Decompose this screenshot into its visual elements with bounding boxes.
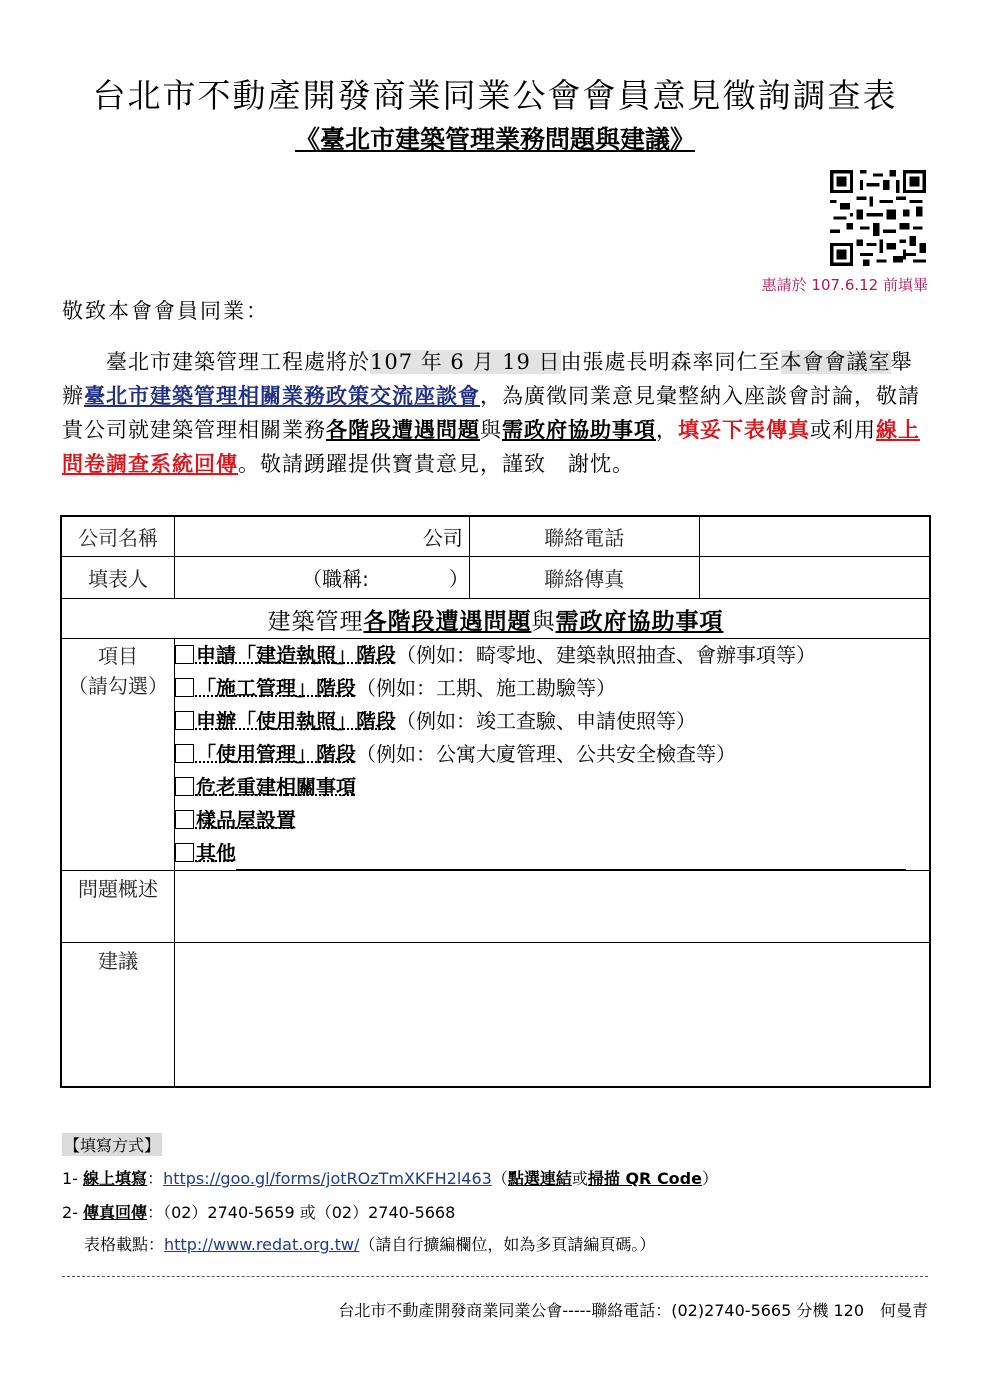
online-colon: ： bbox=[147, 1169, 164, 1188]
deadline-note: 惠請於 107.6.12 前填畢 bbox=[761, 276, 928, 294]
suggestion-label: 建議 bbox=[61, 942, 174, 1087]
howto-num-2: 2- bbox=[62, 1203, 84, 1222]
scan-qr-text: 掃描 QR Code bbox=[587, 1169, 702, 1188]
or-text: 或 bbox=[571, 1169, 588, 1188]
item-title: 危老重建相關事項 bbox=[195, 774, 356, 799]
download-note: （請自行擴編欄位，如為多頁請編頁碼。） bbox=[359, 1235, 656, 1254]
emphasis-assistance: 需政府協助事項 bbox=[502, 417, 656, 442]
intro-text-7: 或利用 bbox=[810, 418, 876, 442]
meeting-date: 107 年 6 月 19 日 bbox=[370, 350, 561, 374]
intro-text-2: 由張處長明森率同仁至 bbox=[560, 350, 781, 374]
intro-text-5: 與 bbox=[480, 418, 502, 442]
howto-online bbox=[62, 1166, 718, 1189]
item-row[interactable] bbox=[175, 837, 929, 870]
fax-instruction: 填妥下表傳真 bbox=[678, 417, 810, 442]
item-title: 「施工管理」階段 bbox=[195, 675, 356, 700]
section-emph-assistance: 需政府協助事項 bbox=[555, 607, 724, 635]
emphasis-problems: 各階段遭遇問題 bbox=[326, 417, 480, 442]
suggestion-field[interactable] bbox=[174, 942, 930, 1087]
howto-download bbox=[84, 1232, 655, 1255]
intro-text-4: ，為廣徵同業意見彙整納入座談會討論，敬請 貴公司就建築管理相關業務 bbox=[62, 384, 942, 442]
download-label: 表格載點： bbox=[84, 1235, 165, 1254]
page-subtitle bbox=[0, 120, 990, 156]
item-row[interactable] bbox=[175, 705, 929, 738]
howto-header bbox=[62, 1133, 162, 1156]
page-title: 台北市不動產開發商業同業公會會員意見徵詢調查表 bbox=[92, 76, 898, 115]
event-name: 臺北市建築管理相關業務政策交流座談會 bbox=[84, 383, 480, 408]
intro-text-3: 舉辦 bbox=[62, 350, 913, 408]
issue-label: 問題概述 bbox=[61, 870, 174, 942]
item-row[interactable] bbox=[175, 771, 929, 804]
item-title: 申辦「使用執照」階段 bbox=[195, 708, 396, 733]
item-example: （例如：竣工查驗、申請使照等） bbox=[395, 708, 696, 733]
section-header bbox=[61, 598, 930, 638]
intro-text-1: 臺北市建築管理工程處將於 bbox=[106, 350, 370, 374]
fax-numbers: ：（02）2740-5659 或（02）2740-5668 bbox=[147, 1203, 456, 1222]
phone-label: 聯絡電話 bbox=[469, 516, 699, 556]
filler-field[interactable] bbox=[174, 556, 469, 598]
howto-num-1: 1- bbox=[62, 1169, 84, 1188]
section-prefix: 建築管理 bbox=[267, 608, 364, 635]
items-checklist bbox=[174, 638, 930, 870]
howto-fax bbox=[62, 1200, 455, 1223]
checkbox[interactable] bbox=[175, 711, 194, 730]
fax-field[interactable] bbox=[699, 556, 930, 598]
company-name-field[interactable] bbox=[174, 516, 469, 556]
checkbox[interactable] bbox=[175, 645, 194, 664]
section-emph-problems: 各階段遭遇問題 bbox=[363, 607, 532, 635]
checkbox[interactable] bbox=[175, 744, 194, 763]
subtitle-text: 《臺北市建築管理業務問題與建議》 bbox=[294, 125, 695, 154]
item-row[interactable] bbox=[175, 672, 929, 705]
item-row[interactable] bbox=[175, 639, 929, 672]
footer-contact: 台北市不動產開發商業同業公會-----聯絡電話：(02)2740-5665 分機 120 何曼青 bbox=[338, 1301, 928, 1320]
survey-form-table bbox=[60, 515, 931, 1088]
item-example: （例如：工期、施工勘驗等） bbox=[355, 675, 616, 700]
item-row[interactable] bbox=[175, 804, 929, 837]
issue-field[interactable] bbox=[174, 870, 930, 942]
intro-paragraph bbox=[62, 345, 942, 481]
items-label bbox=[61, 638, 174, 870]
online-label: 線上填寫 bbox=[83, 1169, 148, 1188]
section-mid: 與 bbox=[531, 608, 556, 635]
checkbox[interactable] bbox=[175, 777, 194, 796]
phone-field[interactable] bbox=[699, 516, 930, 556]
download-link[interactable]: http://www.redat.org.tw/ bbox=[164, 1235, 360, 1254]
item-example: （例如：畸零地、建築執照抽查、會辦事項等） bbox=[395, 642, 816, 667]
other-blank-line[interactable] bbox=[236, 849, 906, 870]
filler-label: 填表人 bbox=[61, 556, 174, 598]
greeting: 敬致本會會員同業： bbox=[62, 299, 269, 323]
items-label-line2: （請勾選） bbox=[67, 673, 168, 698]
item-title: 申請「建造執照」階段 bbox=[195, 642, 396, 667]
checkbox[interactable] bbox=[175, 843, 194, 862]
paren-close: ） bbox=[701, 1169, 718, 1188]
checkbox[interactable] bbox=[175, 810, 194, 829]
item-example: （例如：公寓大廈管理、公共安全檢查等） bbox=[355, 741, 736, 766]
footer-divider bbox=[62, 1276, 928, 1277]
items-label-line1: 項目 bbox=[97, 643, 138, 668]
meeting-place: 本會會議室 bbox=[780, 350, 891, 374]
item-title: 「使用管理」階段 bbox=[195, 741, 356, 766]
online-instruction: 線上問卷調查系統回傳 bbox=[62, 417, 920, 476]
item-title: 樣品屋設置 bbox=[195, 807, 296, 832]
howto-title: 【填寫方式】 bbox=[62, 1133, 162, 1156]
fax-label: 聯絡傳真 bbox=[469, 556, 699, 598]
checkbox[interactable] bbox=[175, 678, 194, 697]
qr-code-icon[interactable] bbox=[830, 170, 926, 266]
item-title: 其他 bbox=[195, 840, 236, 865]
intro-text-8: 。敬請踴躍提供寶貴意見，謹致 謝忱。 bbox=[238, 452, 634, 476]
survey-link[interactable]: https://goo.gl/forms/jotROzTmXKFH2l463 bbox=[163, 1169, 492, 1188]
company-suffix: 公司 bbox=[422, 525, 463, 550]
intro-text-6: ， bbox=[656, 418, 678, 442]
item-row[interactable] bbox=[175, 738, 929, 771]
fax-return-label: 傳真回傳 bbox=[83, 1203, 148, 1222]
click-link-text: 點選連結 bbox=[507, 1169, 572, 1188]
company-name-label: 公司名稱 bbox=[61, 516, 174, 556]
filler-title-hint: （職稱: ） bbox=[302, 566, 469, 591]
paren-open: （ bbox=[491, 1169, 508, 1188]
